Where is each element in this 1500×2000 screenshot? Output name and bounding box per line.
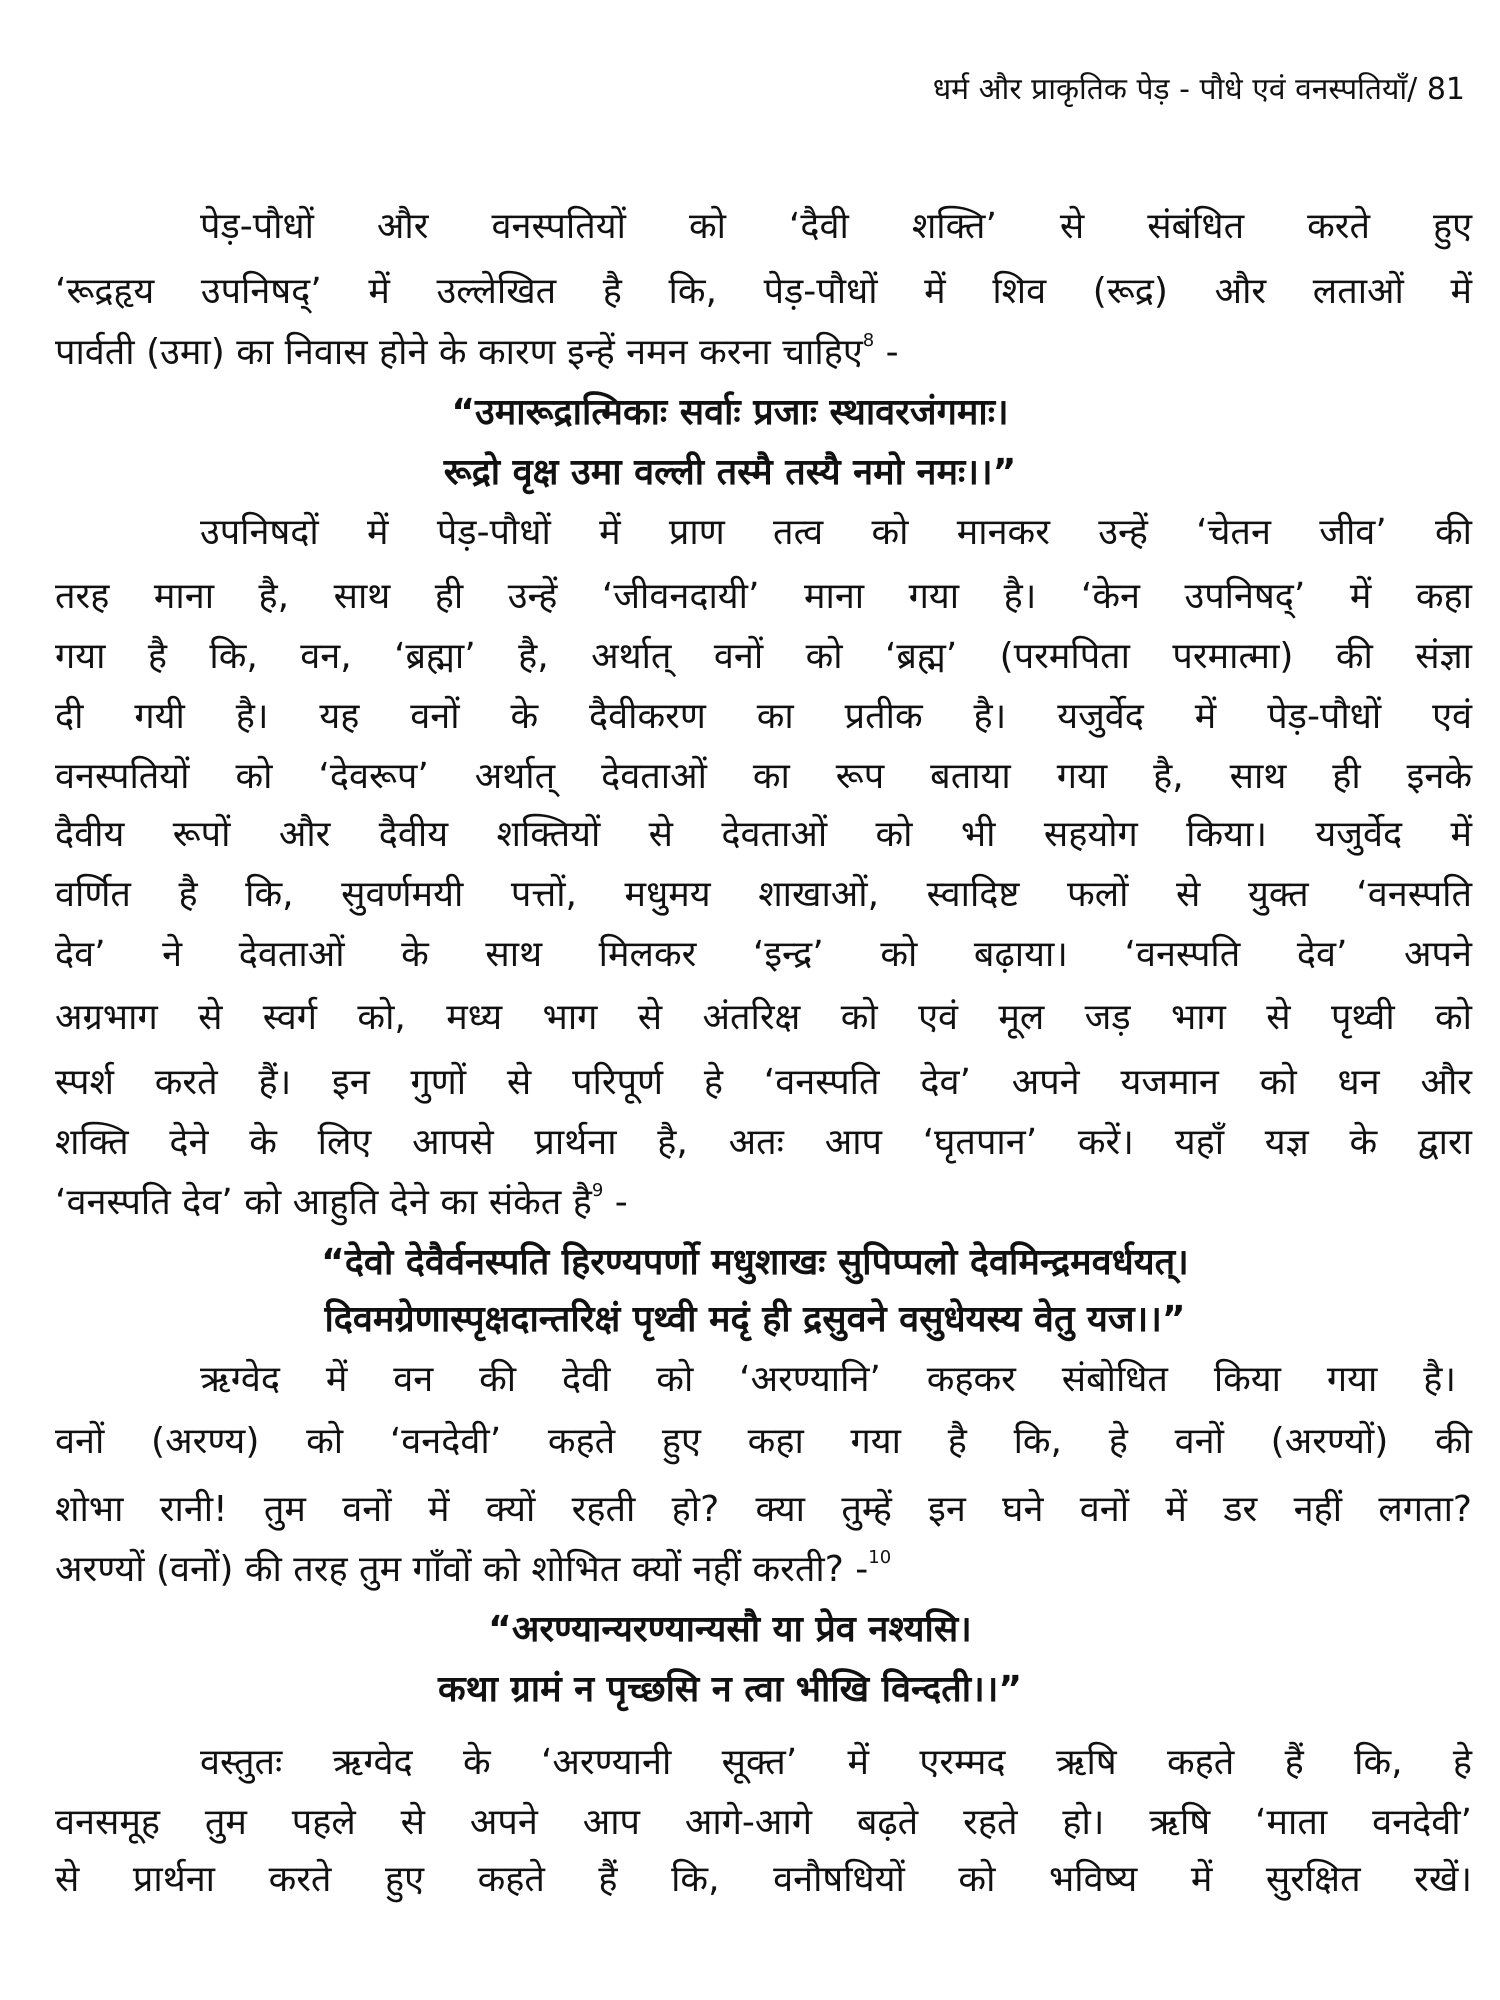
text-line: वनों (अरण्य) को ‘वनदेवी’ कहते हुए कहा गया है कि, हे वनों (अरण्यों) की [55,1421,1472,1462]
text-line: दी गयी है। यह वनों के दैवीकरण का प्रतीक है। यजुर्वेद में पेड़-पौधों एवं [55,696,1472,737]
running-header [933,68,1465,112]
verse-line: “उमारूद्रात्मिकाः सर्वाः प्रजाः स्थावरजंगमाः। [451,392,1009,433]
dash: - [603,1182,628,1223]
line-text: पार्वती (उमा) का निवास होने के कारण इन्हें नमन करना चाहिए [55,332,863,373]
text-line: गया है कि, वन, ‘ब्रह्मा’ है, अर्थात् वनों को ‘ब्रह्म’ (परमपिता परमात्मा) की संज्ञा [55,636,1472,677]
text-line: से प्रार्थना करते हुए कहते हैं कि, वनौषधियों को भविष्य में सुरक्षित रखें। [55,1859,1472,1900]
text-line: शोभा रानी! तुम वनों में क्यों रहती हो? क्या तुम्हें इन घने वनों में डर नहीं लगता? [55,1489,1472,1530]
page-number: 81 [1426,72,1465,107]
text-line: वर्णित है कि, सुवर्णमयी पत्तों, मधुमय शाखाओं, स्वादिष्ट फलों से युक्त ‘वनस्पति [55,874,1472,915]
text-line: शक्ति देने के लिए आपसे प्रार्थना है, अतः आप ‘घृतपान’ करें। यहाँ यज्ञ के द्वारा [55,1122,1472,1163]
header-title: धर्म और प्राकृतिक पेड़ - पौधे एवं वनस्पतियाँ/ [932,72,1418,107]
text-line: उपनिषदों में पेड़-पौधों में प्राण तत्व को मानकर उन्हें ‘चेतन जीव’ की [200,512,1472,553]
verse-line: कथा ग्रामं न पृच्छसि न त्वा भीखि विन्दती।।” [437,1669,1023,1710]
text-line [55,1173,1472,1233]
line-text: अरण्यों (वनों) की तरह तुम गाँवों को शोभित क्यों नहीं करती? - [55,1549,869,1590]
footnote-ref: 8 [862,330,875,351]
text-line: स्पर्श करते हैं। इन गुणों से परिपूर्ण हे ‘वनस्पति देव’ अपने यजमान को धन और [55,1062,1472,1103]
verse-line: रूद्रो वृक्ष उमा वल्ली तस्मै तस्यै नमो नमः।।” [443,452,1017,493]
text-line: वनसमूह तुम पहले से अपने आप आगे-आगे बढ़ते रहते हो। ऋषि ‘माता वनदेवी’ [55,1802,1472,1843]
line-text: ‘वनस्पति देव’ को आहुति देने का संकेत है [55,1182,592,1223]
text-line: देव’ ने देवताओं के साथ मिलकर ‘इन्द्र’ को बढ़ाया। ‘वनस्पति देव’ अपने [55,934,1472,975]
verse-line: “अरण्यान्यरण्यान्यसौ या प्रेव नश्यसि। [488,1609,972,1650]
verse-line: “देवो देवैर्वनस्पति हिरण्यपर्णो मधुशाखः सुपिप्पलो देवमिन्द्रमवर्धयत्। [321,1242,1189,1283]
text-line: ऋग्वेद में वन की देवी को ‘अरण्यानि’ कहकर संबोधित किया गया है। [200,1359,1456,1400]
text-line [55,1540,1472,1600]
dash: - [874,332,899,373]
verse-line: दिवमग्रेणास्पृक्षदान्तरिक्षं पृथ्वी मदृं ही द्रसुवने वसुधेयस्य वेतु यज।।” [324,1299,1186,1340]
text-line [55,323,1472,383]
text-line: पेड़-पौधों और वनस्पतियों को ‘दैवी शक्ति’ से संबंधित करते हुए [200,206,1472,247]
text-line: अग्रभाग से स्वर्ग को, मध्य भाग से अंतरिक्ष को एवं मूल जड़ भाग से पृथ्वी को [55,997,1472,1038]
text-line: तरह माना है, साथ ही उन्हें ‘जीवनदायी’ माना गया है। ‘केन उपनिषद्’ में कहा [55,576,1472,617]
text-line: ‘रूद्रहृय उपनिषद्’ में उल्लेखित है कि, पेड़-पौधों में शिव (रूद्र) और लताओं में [55,271,1472,312]
footnote-ref: 10 [868,1547,892,1568]
footnote-ref: 9 [591,1180,604,1201]
text-line: वनस्पतियों को ‘देवरूप’ अर्थात् देवताओं का रूप बताया गया है, साथ ही इनके [55,756,1472,797]
text-line: वस्तुतः ऋग्वेद के ‘अरण्यानी सूक्त’ में एरम्मद ऋषि कहते हैं कि, हे [200,1742,1472,1783]
text-line: दैवीय रूपों और दैवीय शक्तियों से देवताओं को भी सहयोग किया। यजुर्वेद में [55,814,1472,855]
